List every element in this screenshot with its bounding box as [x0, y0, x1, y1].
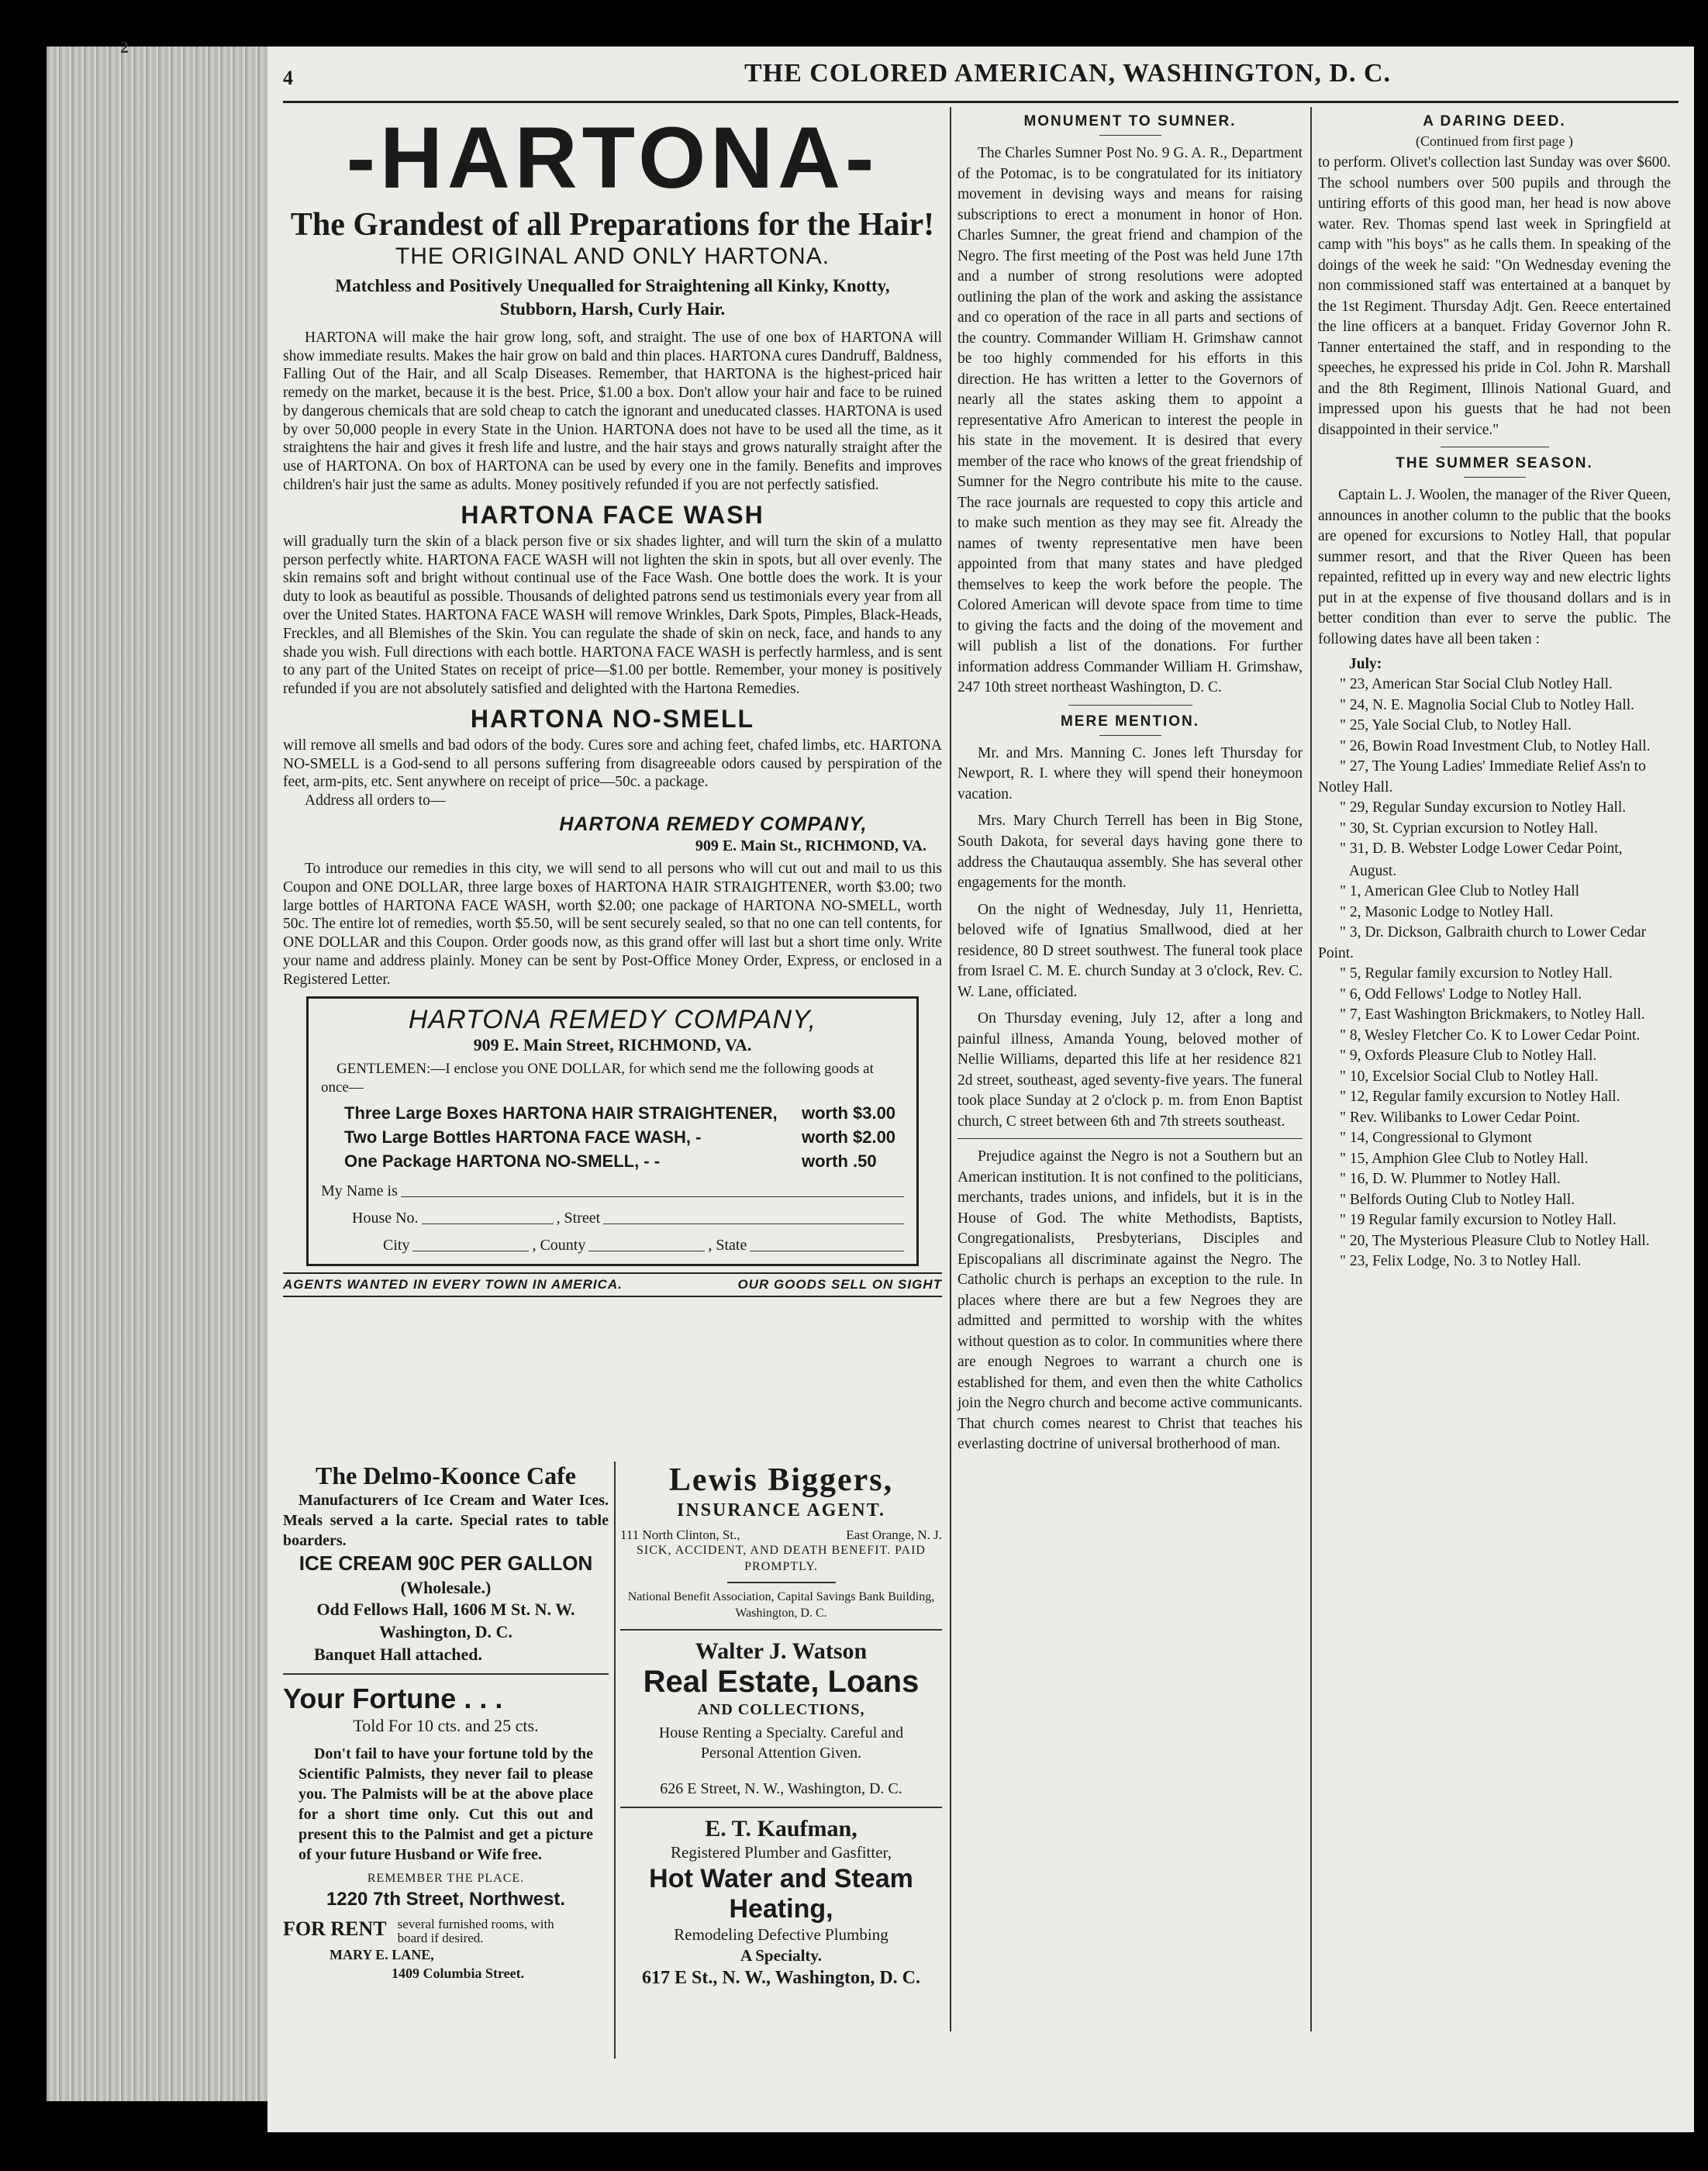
daring-deed-continued: (Continued from first page ) — [1416, 133, 1573, 149]
hartona-advertisement — [283, 107, 942, 1297]
delmo-body: Manufacturers of Ice Cream and Water Ices. Meals served a la carte. Special rates to table boarders. — [283, 1492, 609, 1549]
monument-heading: MONUMENT TO SUMNER. — [1023, 113, 1237, 129]
coupon-item — [344, 1126, 904, 1150]
news-column-middle — [958, 107, 1303, 1462]
excursion-entry: " 5, Regular family excursion to Notley Hall. — [1340, 965, 1613, 982]
coupon-name-row — [321, 1182, 904, 1200]
city-label: City — [383, 1237, 410, 1255]
watson-subtitle: AND COLLECTIONS, — [697, 1701, 865, 1719]
agents-wanted-banner — [283, 1272, 942, 1297]
excursion-entry: " 15, Amphion Glee Club to Notley Hall. — [1340, 1150, 1589, 1167]
small-ads-middle — [620, 1462, 942, 1990]
biggers-title: Lewis Biggers, — [668, 1462, 894, 1498]
fortune-title: Your Fortune . . . — [283, 1683, 503, 1715]
august-label: August. — [1349, 862, 1397, 879]
excursion-entry: " 9, Oxfords Pleasure Club to Notley Hall. — [1340, 1048, 1597, 1065]
coupon-item-price: worth .50 — [802, 1151, 877, 1171]
rent-body: several furnished rooms, with board if desired. — [397, 1916, 554, 1946]
coupon-item-price: worth $2.00 — [802, 1127, 896, 1147]
excursion-entry: " 25, Yale Social Club, to Notley Hall. — [1340, 717, 1572, 734]
mere-mention-heading: MERE MENTION. — [1060, 713, 1200, 730]
fortune-remember: REMEMBER THE PLACE. — [367, 1871, 525, 1885]
coupon-item-name: Two Large Bottles HARTONA FACE WASH, - — [344, 1127, 702, 1147]
biggers-address — [620, 1527, 942, 1543]
coupon-item — [344, 1102, 904, 1126]
coupon-intro: GENTLEMEN:—I enclose you ONE DOLLAR, for which send me the following goods at once— — [321, 1061, 874, 1096]
daring-deed-heading: A DARING DEED. — [1423, 113, 1566, 129]
state-field[interactable] — [750, 1237, 904, 1251]
short-rule — [1464, 477, 1526, 478]
ad-rule — [727, 1582, 836, 1583]
fortune-subtitle: Told For 10 cts. and 25 cts. — [353, 1716, 539, 1736]
excursion-entry: " 30, St. Cyprian excursion to Notley Hall. — [1340, 820, 1598, 837]
ad-rule — [620, 1807, 942, 1808]
excursion-entry: " 19 Regular family excursion to Notley Hall. — [1340, 1212, 1617, 1229]
coupon-item-name: One Package HARTONA NO-SMELL, - - — [344, 1151, 661, 1171]
no-smell-title: HARTONA NO-SMELL — [470, 704, 755, 733]
state-label: , State — [708, 1237, 747, 1255]
coupon-item-name: Three Large Boxes HARTONA HAIR STRAIGHTENER, — [344, 1103, 778, 1123]
ad-rule — [283, 1673, 609, 1675]
house-field[interactable] — [422, 1210, 554, 1224]
excursion-entry: " 16, D. W. Plummer to Notley Hall. — [1340, 1171, 1561, 1188]
watson-title: Real Estate, Loans — [643, 1665, 920, 1700]
short-rule — [1068, 705, 1192, 706]
summer-season-intro: Captain L. J. Woolen, the manager of the River Queen, announces in another column to the public that the books are opened for excursions to Notley Hall, that popular summer resort, and that the River Queen has been repainted, refitted up in every way and new electric lights put in at the expense of five thousand dollars and is in better condition than ever to serve the public. The following dates have all been taken : — [1318, 487, 1671, 647]
county-label: , County — [532, 1237, 586, 1255]
biggers-address-1: 111 North Clinton, St., — [620, 1527, 740, 1543]
street-label: , Street — [556, 1210, 601, 1227]
hartona-subtitle: THE ORIGINAL AND ONLY HARTONA. — [395, 243, 830, 269]
delmo-wholesale: (Wholesale.) — [400, 1577, 492, 1597]
column-divider-1 — [950, 107, 951, 2031]
street-field[interactable] — [603, 1210, 904, 1224]
small-ads-left — [283, 1462, 609, 1983]
biggers-association: National Benefit Association, Capital Savings Bank Building, Washington, D. C. — [627, 1589, 935, 1620]
rent-address: 1409 Columbia Street. — [392, 1965, 525, 1981]
short-rule — [958, 1138, 1303, 1139]
short-rule — [1099, 135, 1161, 136]
order-coupon — [306, 996, 919, 1266]
delmo-price: ICE CREAM 90C PER GALLON — [298, 1551, 593, 1575]
excursion-entry: " 27, The Young Ladies' Immediate Relief Ass'n to Notley Hall. — [1318, 758, 1646, 796]
kaufman-specialty: A Specialty. — [740, 1945, 822, 1965]
no-smell-body: will remove all smells and bad odors of the body. Cures sore and aching feet, chafed limbs, etc. HARTONA NO-SMELL is a God-send to all persons suffering from disagreeable odors caused by perspiration of the feet, arm-pits, etc. Sent anywhere on receipt of price—50c. a package. — [283, 737, 942, 791]
hartona-body: HARTONA will make the hair grow long, soft, and straight. The use of one box of HARTONA will show immediate results. Makes the hair grow on bald and thin places. HARTONA cures Dandruff, Baldness, Falling Out of the Hair, and all Scalp Diseases. Remember, that HARTONA is the highest-priced hair remedy on the market, because it is the best. Price, $1.00 a box. Don't allow your hair and face to be ruined by dangerous chemicals that are sold cheap to catch the ignorant and uneducated classes. HARTONA is used by over 50,000 people in every State in the Union. HARTONA does not have to be used all the time, as it straightens the hair and gives it fresh life and lustre, and the hair stays and grows naturally straight after the use of HARTONA. On box of HARTONA can be used by every one in the family. Benefits and improves children's hair just the same as adults. Money positively refunded if you are not perfectly satisfied. — [283, 329, 942, 494]
excursion-entry: " 23, Felix Lodge, No. 3 to Notley Hall. — [1340, 1253, 1582, 1270]
excursion-entry: " 26, Bowin Road Investment Club, to Notley Hall. — [1340, 737, 1651, 754]
ads-divider — [614, 1462, 616, 2059]
coupon-address: 909 E. Main Street, RICHMOND, VA. — [473, 1035, 752, 1055]
short-rule — [1099, 735, 1161, 736]
goods-sell-text: OUR GOODS SELL ON SIGHT — [737, 1277, 942, 1293]
mere-mention-item: Mr. and Mrs. Manning C. Jones left Thursday for Newport, R. I. where they will spend their honeymoon vacation. — [958, 744, 1303, 802]
hartona-brand: -HARTONA- — [346, 109, 879, 206]
address-orders: Address all orders to— — [305, 792, 446, 809]
hartona-company: HARTONA REMEDY COMPANY, — [559, 813, 868, 835]
biggers-address-2: East Orange, N. J. — [846, 1527, 942, 1543]
excursion-entry: " 8, Wesley Fletcher Co. K to Lower Cedar Point. — [1340, 1027, 1641, 1044]
excursion-entry: " 12, Regular family excursion to Notley Hall. — [1340, 1089, 1620, 1106]
face-wash-body: will gradually turn the skin of a black person five or six shades lighter, and will turn the skin of a mulatto person perfectly white. HARTONA FACE WASH will not lighten the skin in spots, but all over evenly. The skin remains soft and bright without continual use of the Face Wash. One bottle does the work. It is your duty to look as beautiful as possible. Thousands of delighted patrons send us testimonials every year from all over the United States. HARTONA FACE WASH will remove Wrinkles, Dark Spots, Pimples, Black-Heads, Freckles, and all Blemishes of the Skin. You can regulate the shade of skin on neck, face, and hands to any shade you wish. Full directions with each bottle. HARTONA FACE WASH is perfectly harmless, and is sent to any part of the United States on receipt of price—$1.00 per bottle. Remember, your money is positively refunded if you are not absolutely satisfied and delighted with the Hartona Remedies. — [283, 533, 942, 698]
city-field[interactable] — [412, 1237, 529, 1251]
mere-mention-item: On the night of Wednesday, July 11, Henrietta, beloved wife of Ignatius Smallwood, died at her residence, 80 D street southwest. The funeral took place from Israel C. M. E. church Sunday at 3 o'clock, Rev. C. W. Lane, officiated. — [958, 901, 1303, 1000]
name-label: My Name is — [321, 1182, 398, 1200]
header-rule — [283, 101, 1679, 103]
kaufman-address: 617 E St., N. W., Washington, D. C. — [642, 1968, 920, 1989]
kaufman-name: E. T. Kaufman, — [705, 1816, 857, 1842]
excursion-entry: " 6, Odd Fellows' Lodge to Notley Hall. — [1340, 985, 1582, 1003]
hartona-company-address: 909 E. Main St., RICHMOND, VA. — [695, 837, 926, 854]
excursion-entry: " 10, Excelsior Social Club to Notley Hall. — [1340, 1068, 1599, 1085]
july-label: July: — [1349, 656, 1382, 673]
house-label: House No. — [352, 1210, 419, 1227]
excursion-entry: " 23, American Star Social Club Notley Hall. — [1340, 676, 1613, 693]
rent-name: MARY E. LANE, — [330, 1947, 434, 1963]
page-number: 4 — [283, 67, 293, 89]
kaufman-body: Remodeling Defective Plumbing — [674, 1924, 889, 1944]
kaufman-title: Hot Water and Steam Heating, — [649, 1863, 913, 1924]
excursion-entry: " 31, D. B. Webster Lodge Lower Cedar Point, — [1340, 840, 1623, 858]
delmo-title: The Delmo-Koonce Cafe — [316, 1462, 576, 1489]
name-field[interactable] — [401, 1182, 904, 1197]
watson-body: House Renting a Specialty. Careful and Personal Attention Given. — [658, 1724, 904, 1762]
rent-label: FOR RENT — [283, 1917, 387, 1940]
mere-mention-item: Prejudice against the Negro is not a Southern but an American institution. It is not confined to the politicians, merchants, trades unions, and infidels, but it is in the House of God. The white Methodists, Baptists, Congregationalists, Presbyterians, Disciples and Episcopalians all discriminate against the Negro. The Catholic church is perhaps an exception to the rule. In places where there are but a few Negroes they are admitted and permitted to worship with the whites without question as to color. In communities where there are enough Negroes to warrant a church one is established for them, and even then the white Catholics join the Negro church and become active communicants. That church comes nearest to Christ that teaches his everlasting doctrine of universal brotherhood of man. — [958, 1148, 1303, 1453]
mere-mention-item: On Thursday evening, July 12, after a long and painful illness, Amanda Young, beloved mother of Nellie Williams, departed this life at her residence 821 2d street, southeast, aged seventy-five years. The funeral took place Sunday at 2 o'clock p. m. from Enon Baptist church, C street between 6th and 7th streets southeast. — [958, 1010, 1303, 1130]
excursion-entry: " 24, N. E. Magnolia Social Club to Notley Hall. — [1340, 696, 1635, 713]
news-column-right — [1318, 107, 1671, 1272]
coupon-item — [344, 1150, 904, 1174]
excursion-entry: " 7, East Washington Brickmakers, to Notley Hall. — [1340, 1006, 1645, 1023]
excursion-entry: " 3, Dr. Dickson, Galbraith church to Lower Cedar Point. — [1318, 924, 1647, 961]
hartona-tagline: The Grandest of all Preparations for the Hair! — [290, 207, 935, 243]
fortune-address: 1220 7th Street, Northwest. — [326, 1888, 566, 1910]
summer-season-heading: THE SUMMER SEASON. — [1396, 455, 1593, 472]
rent-ad — [283, 1917, 609, 1946]
coupon-item-price: worth $3.00 — [802, 1103, 896, 1123]
delmo-city: Washington, D. C. — [379, 1621, 512, 1641]
biggers-line: SICK, ACCIDENT, AND DEATH BENEFIT. PAID PROMPTLY. — [637, 1544, 926, 1573]
ad-rule — [620, 1629, 942, 1631]
paper-title: THE COLORED AMERICAN, WASHINGTON, D. C. — [744, 59, 1392, 88]
delmo-address: Odd Fellows Hall, 1606 M St. N. W. — [316, 1600, 575, 1620]
excursion-entry: " 29, Regular Sunday excursion to Notley Hall. — [1340, 799, 1627, 816]
kaufman-trade: Registered Plumber and Gasfitter, — [671, 1843, 892, 1862]
biggers-subtitle: INSURANCE AGENT. — [677, 1500, 885, 1520]
excursion-entry: " 14, Congressional to Glymont — [1340, 1130, 1532, 1147]
face-wash-title: HARTONA FACE WASH — [461, 500, 764, 529]
excursion-entry: " 1, American Glee Club to Notley Hall — [1340, 882, 1580, 899]
hartona-subtitle-2: Matchless and Positively Unequalled for Straightening all Kinky, Knotty, Stubborn, Harsh, Curly Hair. — [335, 276, 890, 319]
introduction-offer: To introduce our remedies in this city, we will send to all persons who will cut out and mail to us this Coupon and ONE DOLLAR, three large boxes of HARTONA HAIR STRAIGHTENER, worth $3.00; two large bottles of HARTONA FACE WASH, worth $2.00; one package of HARTONA NO-SMELL, worth 50c. The entire lot of remedies, worth $5.50, will be sent securely sealed, so that no one can tell contents, for ONE DOLLAR and this Coupon. Order goods now, as this grand offer will last but a short time only. Write your name and address plainly. Money can be sent by Post-Office Money Order, Express, or enclosed in a Registered Letter. — [283, 860, 942, 988]
watson-name: Walter J. Watson — [695, 1638, 868, 1665]
delmo-extra: Banquet Hall attached. — [314, 1644, 482, 1664]
coupon-title: HARTONA REMEDY COMPANY, — [408, 1005, 817, 1035]
book-page-edges — [47, 47, 279, 2101]
excursion-entry: " Rev. Wilibanks to Lower Cedar Point. — [1340, 1109, 1580, 1126]
monument-body: The Charles Sumner Post No. 9 G. A. R., Department of the Potomac, is to be congratulated for its initiatory movement in devising ways and means for raising subscriptions to erect a monument in honor of Hon. Charles Sumner, the great friend and champion of the Negro. The first meeting of the Post was held June 17th and a number of strong resolutions were adopted outlining the plan of the work and asking the assistance and co operation of the race in all parts and sections of the country. Commander William H. Grimshaw cannot be too highly commended for his efforts in this direction. He has written a letter to the Governors of nearly all the states asking them to appoint a representative Afro American to interest the people in his state in the movement. It is desired that every member of the race who knows of the great friendship of Sumner for the Negro contribute his mite to the cause. The race journals are requested to copy this article and to make such mention as they may see fit. Already the names of twenty representative men have been appointed from that many states and have pledged themselves to keep the work before the people. The Colored American will devote space from time to time to giving the facts and the doing of the movement and will publish a list of the donations. For further information address Commander William H. Grimshaw, 247 10th street northeast Washington, D. C. — [958, 145, 1303, 696]
excursion-entry: " 2, Masonic Lodge to Notley Hall. — [1340, 903, 1554, 920]
mere-mention-item: Mrs. Mary Church Terrell has been in Big Stone, South Dakota, for several days having gone there to address the Chautauqua assembly. She has several other engagements for the month. — [958, 813, 1303, 892]
county-field[interactable] — [588, 1237, 705, 1251]
column-divider-2 — [1310, 107, 1312, 2031]
newspaper-page — [267, 47, 1694, 2132]
coupon-city-row — [321, 1237, 904, 1255]
daring-deed-body: to perform. Olivet's collection last Sunday was over $600. The school numbers over 500 pupils and through the untiring efforts of this good man, her head is now above water. Rev. Thomas spend last week in Springfield at camp with "his boys" as he calls them. In speaking of the doings of the week he said: "On Wednesday evening the non commissioned staff was entertained at a banquet by the 1st Regiment. Thursday Adjt. Gen. Reece entertained the line officers at a banquet. Friday Governor John R. Tanner entertained the staff, and in responding to the speeches, he expressed his pride in Col. John R. Marshall and the 8th Regiment, Illinois National Guard, and impressed upon his guests that he had not been disappointed in their service." — [1318, 154, 1671, 438]
excursion-entry: " 20, The Mysterious Pleasure Club to Notley Hall. — [1340, 1232, 1650, 1249]
watson-address: 626 E Street, N. W., Washington, D. C. — [660, 1780, 902, 1798]
agents-wanted-text: AGENTS WANTED IN EVERY TOWN IN AMERICA. — [283, 1277, 623, 1293]
coupon-house-row — [321, 1210, 904, 1227]
excursion-entry: " Belfords Outing Club to Notley Hall. — [1340, 1191, 1575, 1208]
corner-mark: 2 — [120, 37, 129, 57]
fortune-body: Don't fail to have your fortune told by the Scientific Palmists, they never fail to please you. The Palmists will be at the above place for a short time only. Cut this out and present this to the Palmist and get a picture of your future Husband or Wife free. — [298, 1745, 593, 1863]
